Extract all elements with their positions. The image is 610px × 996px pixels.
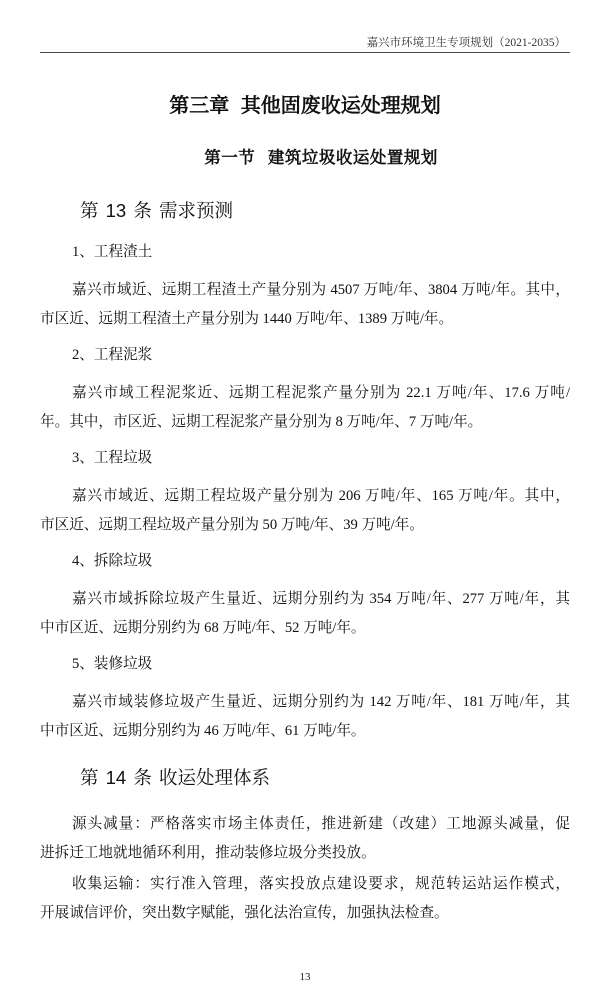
page-number: 13: [299, 971, 311, 983]
source-reduction-paragraph: [40, 810, 570, 867]
item-label-4: 4、拆除垃圾: [72, 553, 153, 569]
item-paragraph-3: [40, 482, 570, 539]
body-content: [40, 196, 570, 930]
paragraph-line: 嘉兴市域近、远期工程渣土产量分别为 4507 万吨/年、3804 万吨/年。其中，: [72, 282, 570, 298]
paragraph-line: 嘉兴市域工程泥浆近、远期工程泥浆产量分别为 22.1 万吨/年、17.6 万吨/: [72, 385, 570, 401]
item-paragraph-2: [40, 379, 570, 436]
section-title: 第一节 建筑垃圾收运处置规划: [204, 148, 438, 167]
article-13-heading: 第 13 条 需求预测: [80, 200, 233, 221]
item-label-3: 3、工程垃圾: [72, 450, 153, 466]
item-label-2: 2、工程泥浆: [72, 347, 153, 363]
paragraph-line: 市区近、远期工程渣土产量分别为 1440 万吨/年、1389 万吨/年。: [40, 310, 454, 327]
chapter-title: 第三章 其他固废收运处理规划: [169, 95, 441, 117]
paragraph-line: 嘉兴市域拆除垃圾产生量近、远期分别约为 354 万吨/年、277 万吨/年，其: [72, 591, 570, 607]
paragraph-line: 收集运输：实行准入管理，落实投放点建设要求，规范转运站运作模式，: [72, 876, 570, 892]
paragraph-line: 嘉兴市域近、远期工程垃圾产量分别为 206 万吨/年、165 万吨/年。其中，: [72, 488, 570, 504]
collection-transport-paragraph: [40, 870, 570, 927]
item-paragraph-5: [40, 688, 570, 745]
paragraph-line: 开展诚信评价，突出数字赋能，强化法治宣传，加强执法检查。: [40, 904, 449, 921]
paragraph-line: 年。其中，市区近、远期工程泥浆产量分别为 8 万吨/年、7 万吨/年。: [40, 413, 483, 430]
paragraph-line: 市区近、远期工程垃圾产量分别为 50 万吨/年、39 万吨/年。: [40, 516, 424, 533]
paragraph-line: 源头减量：严格落实市场主体责任，推进新建（改建）工地源头减量，促: [72, 816, 570, 832]
paragraph-line: 进拆迁工地就地循环利用，推动装修垃圾分类投放。: [40, 844, 376, 861]
item-paragraph-4: [40, 585, 570, 642]
item-label-1: 1、工程渣土: [72, 244, 153, 260]
running-header-title: 嘉兴市环境卫生专项规划（2021-2035）: [366, 37, 566, 49]
paragraph-line: 中市区近、远期分别约为 68 万吨/年、52 万吨/年。: [40, 619, 366, 636]
item-paragraph-1: [40, 276, 570, 333]
paragraph-line: 中市区近、远期分别约为 46 万吨/年、61 万吨/年。: [40, 722, 366, 739]
item-label-5: 5、装修垃圾: [72, 656, 153, 672]
paragraph-line: 嘉兴市域装修垃圾产生量近、远期分别约为 142 万吨/年、181 万吨/年，其: [72, 694, 570, 710]
header-rule: [40, 52, 570, 53]
article-14-heading: 第 14 条 收运处理体系: [80, 767, 270, 788]
